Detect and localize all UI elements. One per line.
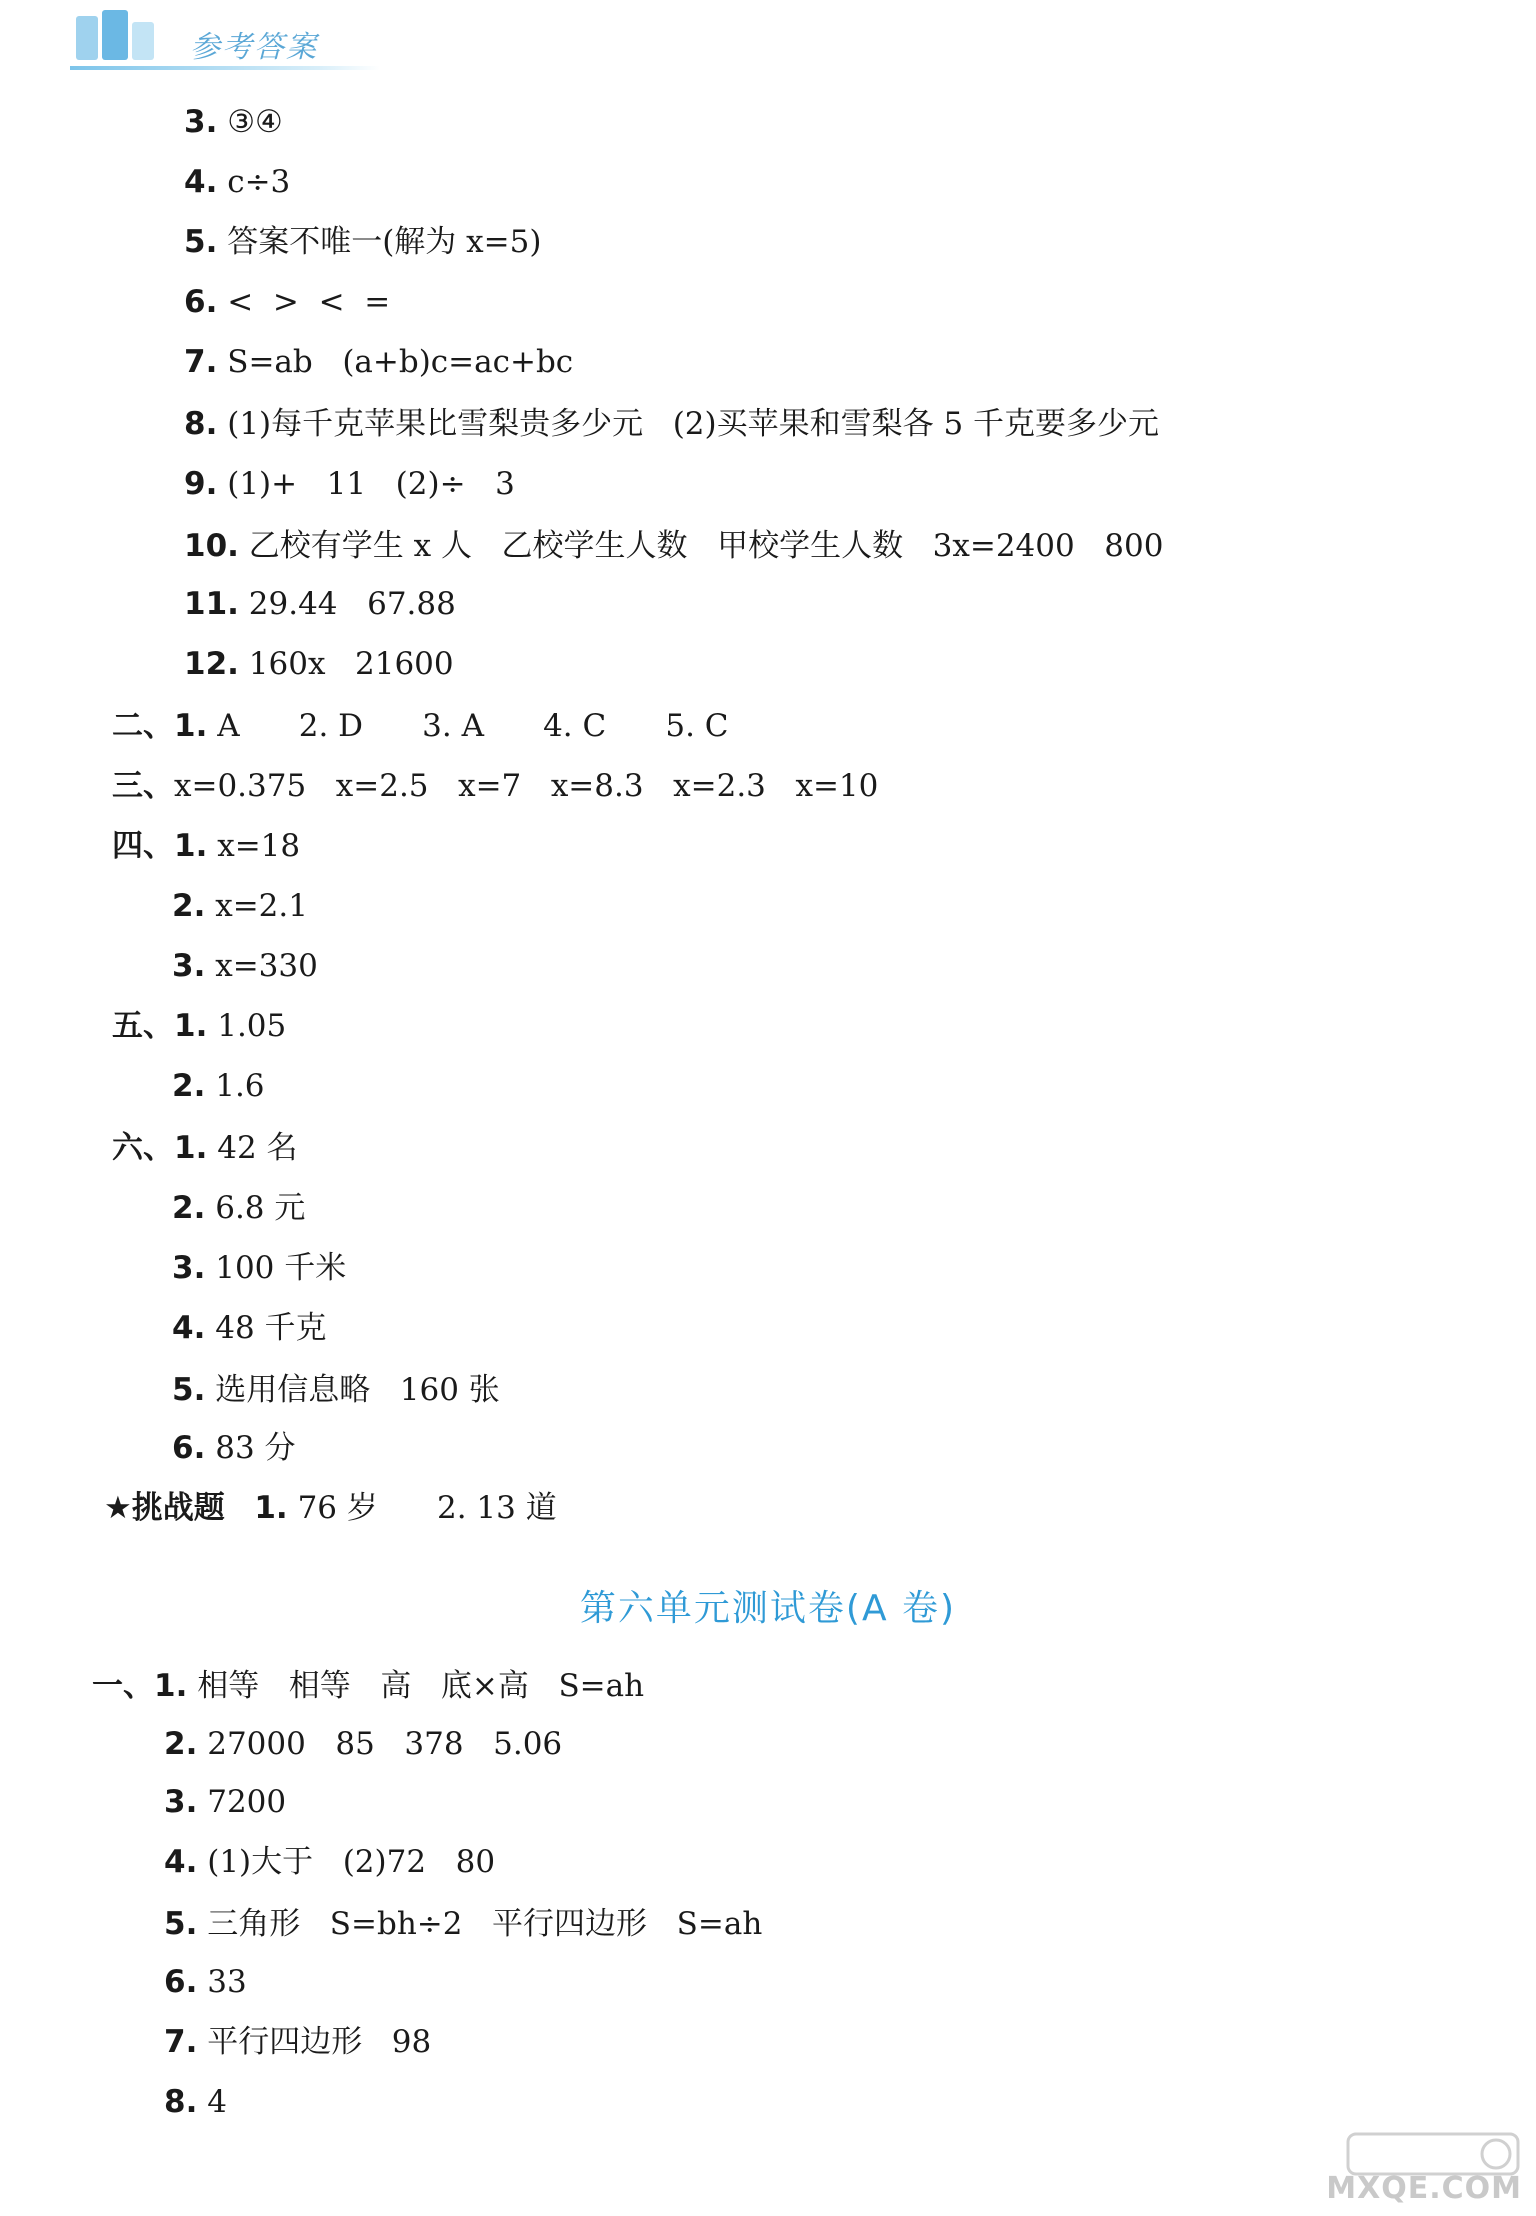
section-line: 四、1. x=18 (112, 828, 301, 864)
book-logo-icon (72, 6, 162, 66)
answer-line: 3. x=330 (172, 948, 318, 984)
answer-line: 7. S=ab (a+b)c=ac+bc (184, 344, 574, 380)
answer-line: 10. 乙校有学生 x 人 乙校学生人数 甲校学生人数 3x=2400 800 (184, 528, 1164, 564)
section-line: 三、x=0.375 x=2.5 x=7 x=8.3 x=2.3 x=10 (112, 768, 879, 804)
watermark-text: MXQE.COM (1326, 2171, 1522, 2206)
answer-line: 5. 三角形 S=bh÷2 平行四边形 S=ah (164, 1906, 763, 1942)
answer-line: 6. 33 (164, 1964, 247, 2000)
challenge-line: ★挑战题 1. 76 岁 2. 13 道 (104, 1490, 557, 1526)
page-header (0, 0, 420, 80)
answer-line: 11. 29.44 67.88 (184, 586, 456, 622)
answer-line: 2. x=2.1 (172, 888, 308, 924)
answer-line: 9. (1)+ 11 (2)÷ 3 (184, 466, 515, 502)
answer-line: 6. 83 分 (172, 1430, 296, 1466)
answer-line: 6. < > < = (184, 284, 391, 320)
section-line: 五、1. 1.05 (112, 1008, 287, 1044)
answer-line: 4. (1)大于 (2)72 80 (164, 1844, 496, 1880)
answer-line: 4. c÷3 (184, 164, 291, 200)
answer-line: 2. 6.8 元 (172, 1190, 306, 1226)
answer-line: 8. (1)每千克苹果比雪梨贵多少元 (2)买苹果和雪梨各 5 千克要多少元 (184, 406, 1160, 442)
answer-line: 8. 4 (164, 2084, 227, 2120)
answer-line: 7. 平行四边形 98 (164, 2024, 432, 2060)
answer-line: 5. 答案不唯一(解为 x=5) (184, 224, 542, 260)
header-divider (70, 66, 380, 70)
answer-line: 3. 7200 (164, 1784, 287, 1820)
answer-line: 2. 27000 85 378 5.06 (164, 1726, 563, 1762)
header-title: 参考答案 (190, 30, 318, 65)
answer-line: 2. 1.6 (172, 1068, 265, 1104)
answer-line: 4. 48 千克 (172, 1310, 327, 1346)
answer-line: 3. 100 千米 (172, 1250, 347, 1286)
section-line: 一、1. 相等 相等 高 底×高 S=ah (92, 1668, 645, 1704)
answer-line: 5. 选用信息略 160 张 (172, 1372, 500, 1408)
unit-title: 第六单元测试卷(A 卷) (579, 1588, 957, 1629)
answer-line: 12. 160x 21600 (184, 646, 454, 682)
section-line: 二、1. A 2. D 3. A 4. C 5. C (112, 708, 729, 744)
section-line: 六、1. 42 名 (112, 1130, 298, 1166)
answer-line: 3. ③④ (184, 104, 283, 140)
